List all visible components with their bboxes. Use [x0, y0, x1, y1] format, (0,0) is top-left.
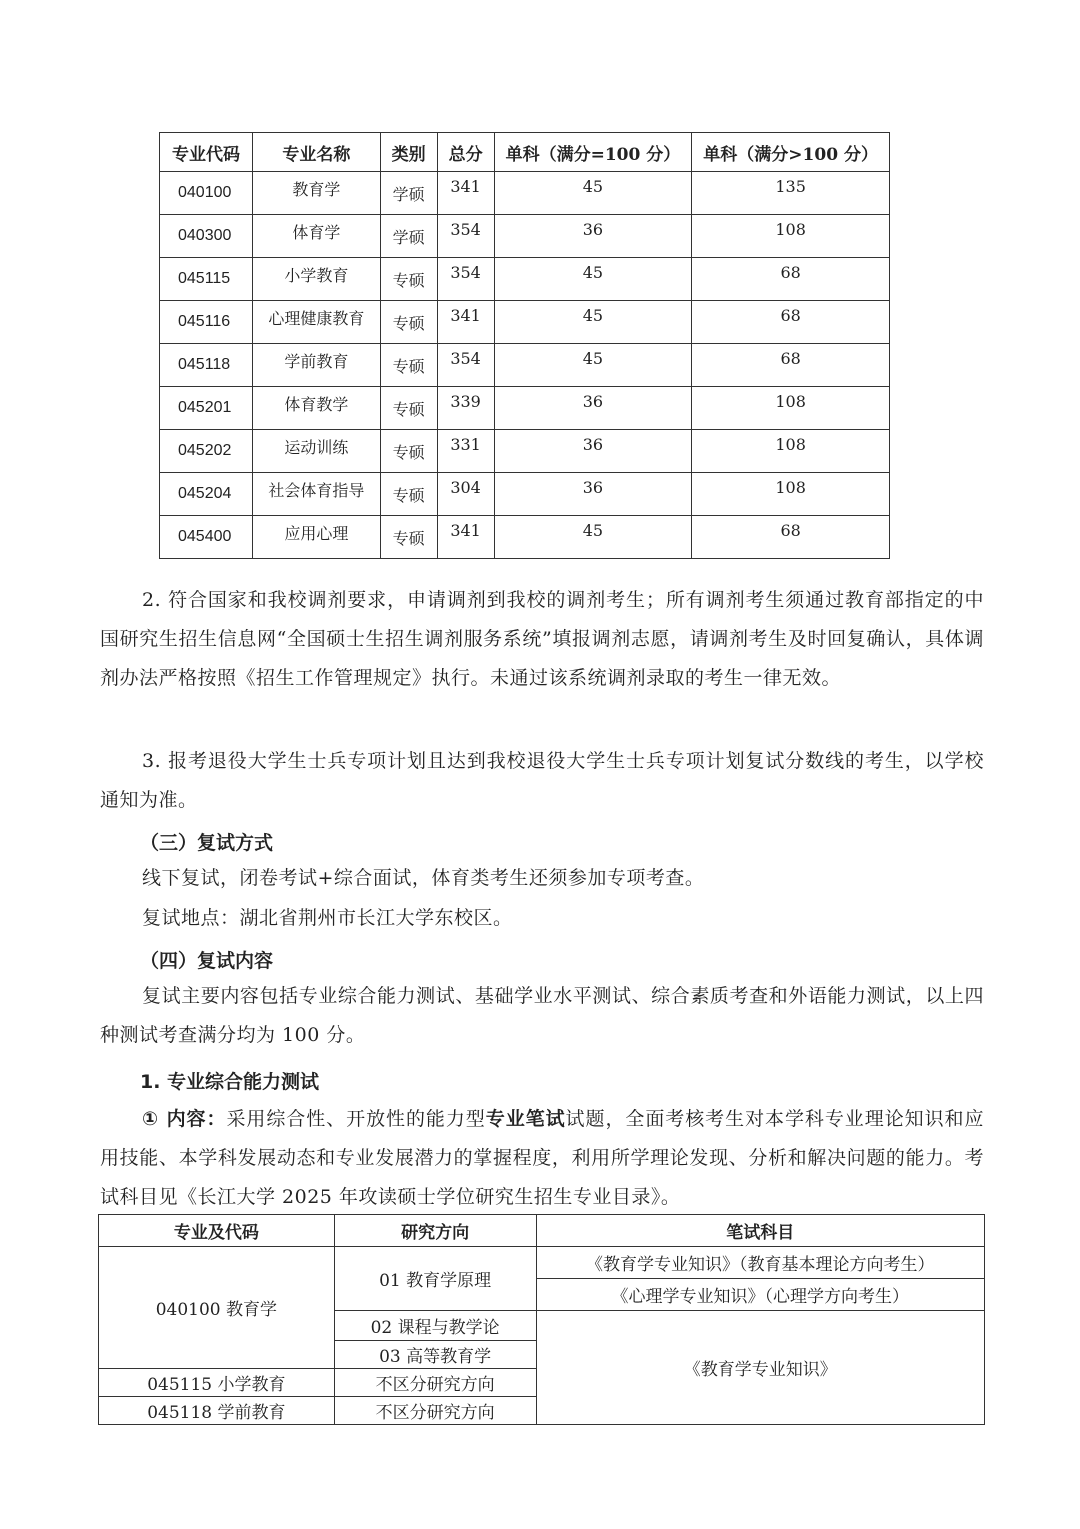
- cell-total-score: 354: [437, 215, 494, 258]
- cell-major-045115: 045115 小学教育: [99, 1369, 335, 1397]
- cell-single-over-100: 68: [692, 344, 890, 387]
- table-row: [99, 1247, 985, 1279]
- header-research-direction: 研究方向: [334, 1215, 536, 1247]
- header-major-and-code: 专业及代码: [99, 1215, 335, 1247]
- content-text-a: 采用综合性、开放性的能力型: [226, 1108, 486, 1130]
- paragraph-professional-test-content: [100, 1100, 984, 1217]
- content-label: ① 内容：: [142, 1108, 227, 1130]
- header-single-over-100: 单科（满分>100 分）: [692, 133, 890, 172]
- cell-direction-045118: 不区分研究方向: [334, 1397, 536, 1425]
- content-text-b: 试题，全面考核考生对本学科专业理论知识和应用技能、本学科发展动态和专业发展潜力的掌握程度，利用所学理论发现、分析和解决问题的能力。考试科目见《长江大学 2025 年攻读硕士学位研究生招生专业目录》。: [100, 1108, 984, 1208]
- heading-professional-test: 1. 专业综合能力测试: [140, 1071, 320, 1093]
- table-row: [160, 430, 890, 473]
- cell-single-100: 36: [494, 473, 692, 516]
- cell-major-code: 040300: [160, 215, 253, 258]
- cell-single-over-100: 108: [692, 387, 890, 430]
- cell-major-name: 心理健康教育: [252, 301, 380, 344]
- cell-direction-02: 02 课程与教学论: [334, 1311, 536, 1341]
- cell-total-score: 341: [437, 516, 494, 559]
- table-row: [160, 301, 890, 344]
- cell-single-100: 36: [494, 387, 692, 430]
- header-written-subject: 笔试科目: [536, 1215, 984, 1247]
- paragraph-retest-content: 复试主要内容包括专业综合能力测试、基础学业水平测试、综合素质考查和外语能力测试，以上四种测试考查满分均为 100 分。: [100, 985, 984, 1046]
- table-header-row: [160, 133, 890, 172]
- cell-subject-psychology: 《心理学专业知识》（心理学方向考生）: [536, 1279, 984, 1311]
- cell-major-code: 040100: [160, 172, 253, 215]
- cell-major-name: 运动训练: [252, 430, 380, 473]
- cell-major-name: 体育教学: [252, 387, 380, 430]
- cell-total-score: 341: [437, 301, 494, 344]
- paragraph-veteran-plan: 3. 报考退役大学生士兵专项计划且达到我校退役大学生士兵专项计划复试分数线的考生，以学校通知为准。: [100, 750, 984, 811]
- score-table-body: [160, 172, 890, 559]
- cell-major-name: 应用心理: [252, 516, 380, 559]
- cell-major-045118: 045118 学前教育: [99, 1397, 335, 1425]
- cell-category: 专硕: [380, 516, 437, 559]
- cell-single-100: 45: [494, 344, 692, 387]
- cell-major-name: 小学教育: [252, 258, 380, 301]
- cell-single-100: 45: [494, 516, 692, 559]
- cell-single-over-100: 108: [692, 430, 890, 473]
- cell-single-100: 36: [494, 215, 692, 258]
- header-major-name: 专业名称: [252, 133, 380, 172]
- cell-major-name: 体育学: [252, 215, 380, 258]
- table-row: [160, 172, 890, 215]
- cell-major-code: 045201: [160, 387, 253, 430]
- table-row: [160, 258, 890, 301]
- cell-direction-01: 01 教育学原理: [334, 1247, 536, 1311]
- cell-total-score: 341: [437, 172, 494, 215]
- cell-category: 专硕: [380, 344, 437, 387]
- paragraph-adjustment: 2. 符合国家和我校调剂要求，申请调剂到我校的调剂考生；所有调剂考生须通过教育部指定的中国研究生招生信息网“全国硕士生招生调剂服务系统”填报调剂志愿，请调剂考生及时回复确认，具体调剂办法严格按照《招生工作管理规定》执行。未通过该系统调剂录取的考生一律无效。: [100, 589, 984, 689]
- cell-category: 专硕: [380, 258, 437, 301]
- cell-single-over-100: 108: [692, 215, 890, 258]
- cell-category: 专硕: [380, 301, 437, 344]
- table-row: [160, 344, 890, 387]
- header-total-score: 总分: [437, 133, 494, 172]
- cell-major-040100: 040100 教育学: [99, 1247, 335, 1369]
- cell-subject-education: 《教育学专业知识》: [536, 1311, 984, 1425]
- cell-total-score: 304: [437, 473, 494, 516]
- cell-direction-03: 03 高等教育学: [334, 1341, 536, 1369]
- heading-retest-content: （四）复试内容: [140, 950, 274, 972]
- cell-category: 学硕: [380, 215, 437, 258]
- cell-single-over-100: 135: [692, 172, 890, 215]
- cell-single-over-100: 68: [692, 258, 890, 301]
- cell-total-score: 339: [437, 387, 494, 430]
- paragraph-retest-location: 复试地点：湖北省荆州市长江大学东校区。: [142, 907, 513, 929]
- cell-total-score: 354: [437, 258, 494, 301]
- cell-major-code: 045204: [160, 473, 253, 516]
- table-row: [160, 215, 890, 258]
- header-major-code: 专业代码: [160, 133, 253, 172]
- header-single-100: 单科（满分=100 分）: [494, 133, 692, 172]
- cell-single-over-100: 68: [692, 516, 890, 559]
- paragraph-retest-method: 线下复试，闭卷考试+综合面试，体育类考生还须参加专项考查。: [142, 867, 705, 889]
- cell-category: 学硕: [380, 172, 437, 215]
- cell-single-100: 45: [494, 172, 692, 215]
- table-row: [160, 473, 890, 516]
- cell-major-code: 045118: [160, 344, 253, 387]
- score-line-table: [159, 132, 890, 559]
- cell-single-100: 45: [494, 301, 692, 344]
- cell-major-code: 045115: [160, 258, 253, 301]
- cell-single-over-100: 108: [692, 473, 890, 516]
- content-bold-term: 专业笔试: [485, 1108, 566, 1130]
- cell-single-100: 45: [494, 258, 692, 301]
- cell-category: 专硕: [380, 473, 437, 516]
- header-category: 类别: [380, 133, 437, 172]
- cell-category: 专硕: [380, 387, 437, 430]
- cell-single-100: 36: [494, 430, 692, 473]
- heading-retest-method: （三）复试方式: [140, 832, 274, 854]
- cell-total-score: 331: [437, 430, 494, 473]
- subject-header-row: [99, 1215, 985, 1247]
- cell-subject-education-basic: 《教育学专业知识》（教育基本理论方向考生）: [536, 1247, 984, 1279]
- cell-major-name: 社会体育指导: [252, 473, 380, 516]
- cell-direction-045115: 不区分研究方向: [334, 1369, 536, 1397]
- cell-category: 专硕: [380, 430, 437, 473]
- table-row: [160, 516, 890, 559]
- cell-major-name: 教育学: [252, 172, 380, 215]
- cell-major-code: 045202: [160, 430, 253, 473]
- cell-total-score: 354: [437, 344, 494, 387]
- table-row: [160, 387, 890, 430]
- cell-major-name: 学前教育: [252, 344, 380, 387]
- cell-single-over-100: 68: [692, 301, 890, 344]
- cell-major-code: 045116: [160, 301, 253, 344]
- cell-major-code: 045400: [160, 516, 253, 559]
- exam-subject-table: [98, 1214, 985, 1425]
